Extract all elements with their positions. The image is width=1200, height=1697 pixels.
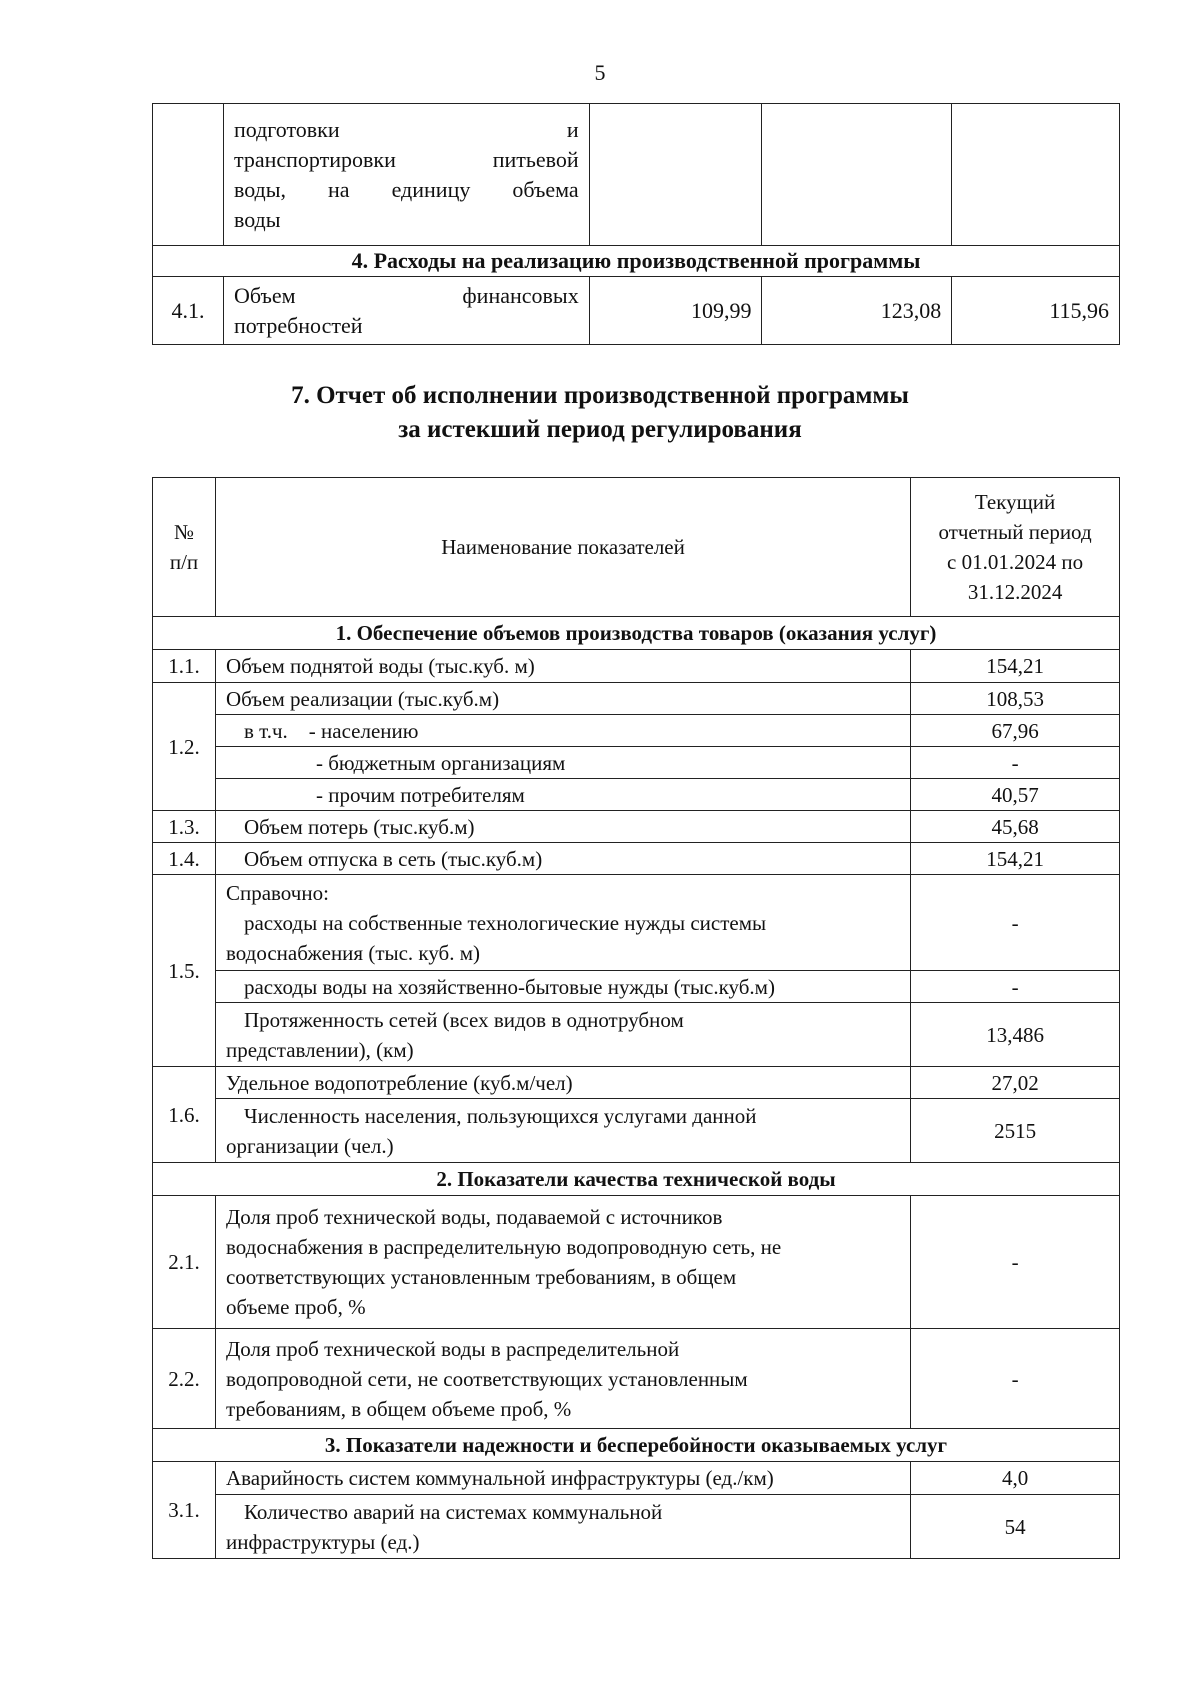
indicator-name: Аварийность систем коммунальной инфраструктуры (ед./км) bbox=[215, 1462, 910, 1495]
indicator-value: 154,21 bbox=[911, 843, 1120, 875]
column-header-num: № п/п bbox=[153, 478, 216, 617]
table-cell-value: 115,96 bbox=[952, 277, 1120, 345]
indicator-name: Объем потерь (тыс.куб.м) bbox=[215, 811, 910, 843]
indicator-value: 4,0 bbox=[911, 1462, 1120, 1495]
indicator-name: Удельное водопотребление (куб.м/чел) bbox=[215, 1067, 910, 1099]
table-cell-value bbox=[762, 104, 952, 246]
table-row bbox=[153, 1462, 1120, 1495]
section-heading-row bbox=[153, 1429, 1120, 1462]
indicator-value: 54 bbox=[911, 1495, 1120, 1559]
indicator-value: - bbox=[911, 875, 1120, 971]
table-row bbox=[153, 1196, 1120, 1329]
table-cell-indicator-name: Объем финансовых потребностей bbox=[223, 277, 589, 345]
section-heading: 4. Расходы на реализацию производственной программы bbox=[153, 246, 1120, 277]
row-number: 3.1. bbox=[153, 1462, 216, 1559]
production-program-table-continued bbox=[152, 103, 1120, 345]
indicator-name: Объем реализации (тыс.куб.м) bbox=[215, 683, 910, 715]
indicator-value: 108,53 bbox=[911, 683, 1120, 715]
row-number: 1.3. bbox=[153, 811, 216, 843]
indicator-name: Протяженность сетей (всех видов в однотрубном представлении), (км) bbox=[215, 1003, 910, 1067]
indicator-value: 45,68 bbox=[911, 811, 1120, 843]
section-heading: 2. Показатели качества технической воды bbox=[153, 1163, 1120, 1196]
indicator-name: - бюджетным организациям bbox=[215, 747, 910, 779]
section-heading-row bbox=[153, 246, 1120, 277]
row-number: 1.4. bbox=[153, 843, 216, 875]
column-header-period: Текущий отчетный период с 01.01.2024 по 31.12.2024 bbox=[911, 478, 1120, 617]
table-row bbox=[153, 1003, 1120, 1067]
table-row bbox=[153, 747, 1120, 779]
indicator-name: в т.ч. - населению bbox=[215, 715, 910, 747]
table-row bbox=[153, 779, 1120, 811]
table-cell-value: 109,99 bbox=[589, 277, 762, 345]
indicator-value: - bbox=[911, 1196, 1120, 1329]
section-heading-row bbox=[153, 1163, 1120, 1196]
table-cell-value bbox=[589, 104, 762, 246]
indicator-name: Доля проб технической воды в распределительной водопроводной сети, не соответствующих установленным требованиям, в общем объеме проб, % bbox=[215, 1329, 910, 1429]
table-row bbox=[153, 971, 1120, 1003]
row-number: 2.2. bbox=[153, 1329, 216, 1429]
table-row bbox=[153, 683, 1120, 715]
row-number: 1.2. bbox=[153, 683, 216, 811]
table-row bbox=[153, 843, 1120, 875]
indicator-value: 40,57 bbox=[911, 779, 1120, 811]
section-heading: 3. Показатели надежности и бесперебойности оказываемых услуг bbox=[153, 1429, 1120, 1462]
indicator-value: 67,96 bbox=[911, 715, 1120, 747]
section-heading-row bbox=[153, 617, 1120, 650]
section-title-line1: 7. Отчет об исполнении производственной программы bbox=[291, 382, 909, 409]
indicator-name: Количество аварий на системах коммунальной инфраструктуры (ед.) bbox=[215, 1495, 910, 1559]
indicator-name: Объем поднятой воды (тыс.куб. м) bbox=[215, 650, 910, 683]
indicator-name: - прочим потребителям bbox=[215, 779, 910, 811]
table-cell-value bbox=[952, 104, 1120, 246]
row-number: 1.5. bbox=[153, 875, 216, 1067]
table-row bbox=[153, 715, 1120, 747]
table-cell-indicator-name: подготовки и транспортировки питьевой воды, на единицу объема воды bbox=[223, 104, 589, 246]
table-row bbox=[153, 875, 1120, 971]
row-number: 1.6. bbox=[153, 1067, 216, 1163]
table-row bbox=[153, 650, 1120, 683]
indicator-name: Объем отпуска в сеть (тыс.куб.м) bbox=[215, 843, 910, 875]
table-row bbox=[153, 1495, 1120, 1559]
column-header-name: Наименование показателей bbox=[215, 478, 910, 617]
page-number: 5 bbox=[594, 60, 606, 85]
table-row bbox=[153, 277, 1120, 345]
table-row bbox=[153, 1329, 1120, 1429]
report-table bbox=[152, 477, 1120, 1559]
indicator-value: - bbox=[911, 747, 1120, 779]
section-heading: 1. Обеспечение объемов производства товаров (оказания услуг) bbox=[153, 617, 1120, 650]
indicator-value: 154,21 bbox=[911, 650, 1120, 683]
indicator-name: Численность населения, пользующихся услугами данной организации (чел.) bbox=[215, 1099, 910, 1163]
indicator-value: - bbox=[911, 1329, 1120, 1429]
indicator-name: Справочно: расходы на собственные технологические нужды системы водоснабжения (тыс. куб. м) bbox=[215, 875, 910, 971]
row-number: 2.1. bbox=[153, 1196, 216, 1329]
row-number: 4.1. bbox=[153, 277, 224, 345]
indicator-value: 2515 bbox=[911, 1099, 1120, 1163]
indicator-name: Доля проб технической воды, подаваемой с источников водоснабжения в распределительную водопроводную сеть, не соответствующих установленным требованиям, в общем объеме проб, % bbox=[215, 1196, 910, 1329]
row-number: 1.1. bbox=[153, 650, 216, 683]
table-row bbox=[153, 1099, 1120, 1163]
table-row bbox=[153, 104, 1120, 246]
table-cell-num bbox=[153, 104, 224, 246]
table-row bbox=[153, 811, 1120, 843]
table-cell-value: 123,08 bbox=[762, 277, 952, 345]
table-row bbox=[153, 1067, 1120, 1099]
indicator-value: 13,486 bbox=[911, 1003, 1120, 1067]
indicator-value: 27,02 bbox=[911, 1067, 1120, 1099]
indicator-value: - bbox=[911, 971, 1120, 1003]
table-header-row bbox=[153, 478, 1120, 617]
section-title-line2: за истекший период регулирования bbox=[398, 416, 802, 443]
indicator-name: расходы воды на хозяйственно-бытовые нужды (тыс.куб.м) bbox=[215, 971, 910, 1003]
